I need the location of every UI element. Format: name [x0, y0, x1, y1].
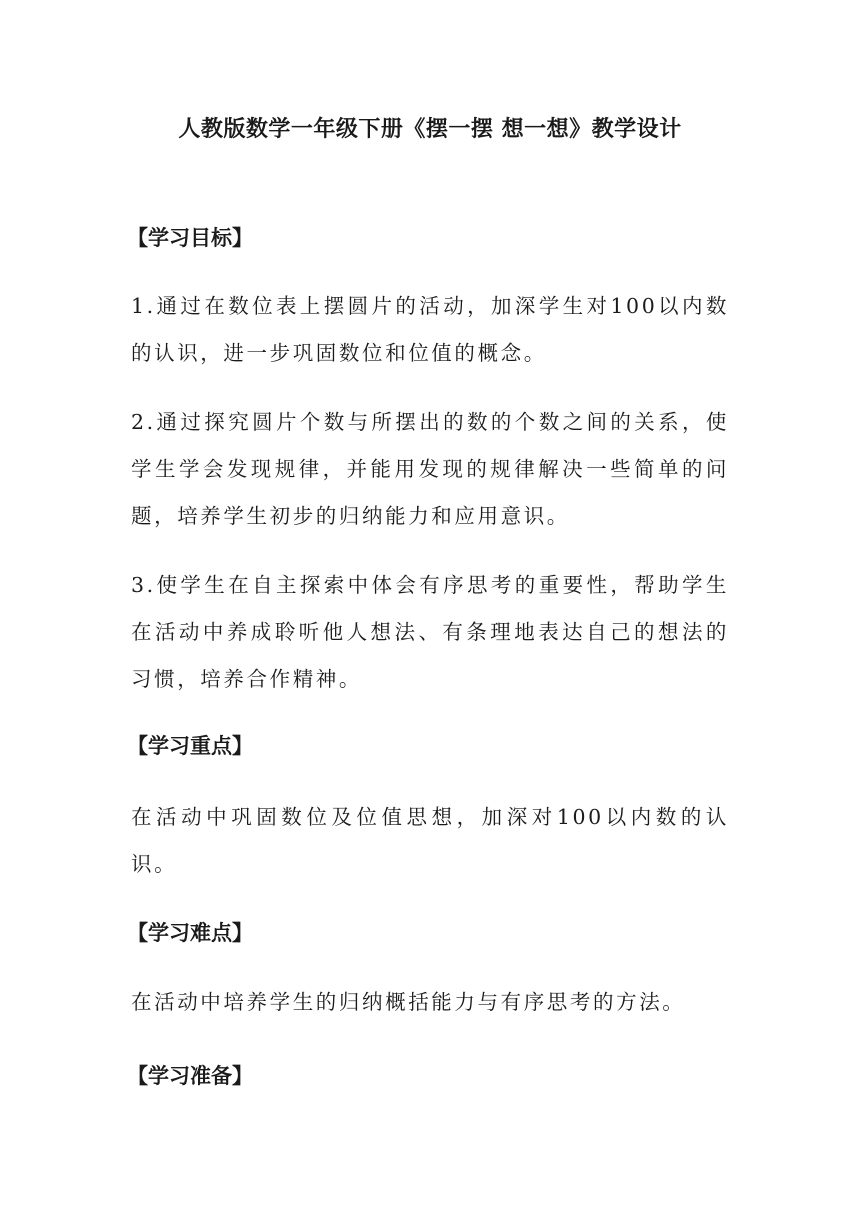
key-points-text: 在活动中巩固数位及位值思想，加深对100以内数的认识。: [131, 805, 729, 876]
difficulties-text: 在活动中培养学生的归纳概括能力与有序思考的方法。: [131, 990, 686, 1014]
section-heading-key-points: 【学习重点】: [127, 734, 253, 758]
document-title: 人教版数学一年级下册《摆一摆 想一想》教学设计: [178, 117, 682, 142]
objective-item-3: 3.使学生在自主探索中体会有序思考的重要性，帮助学生在活动中养成聆听他人想法、有条理地表达自己的想法的习惯，培养合作精神。: [131, 573, 729, 691]
objective-item-1: 1.通过在数位表上摆圆片的活动，加深学生对100以内数的认识，进一步巩固数位和位值的概念。: [131, 294, 729, 365]
section-heading-objectives: 【学习目标】: [127, 226, 253, 250]
section-heading-preparation: 【学习准备】: [127, 1064, 253, 1088]
section-heading-difficulties: 【学习难点】: [127, 921, 253, 945]
objective-item-2: 2.通过探究圆片个数与所摆出的数的个数之间的关系，使学生学会发现规律，并能用发现的规律解决一些简单的问题，培养学生初步的归纳能力和应用意识。: [131, 410, 729, 528]
